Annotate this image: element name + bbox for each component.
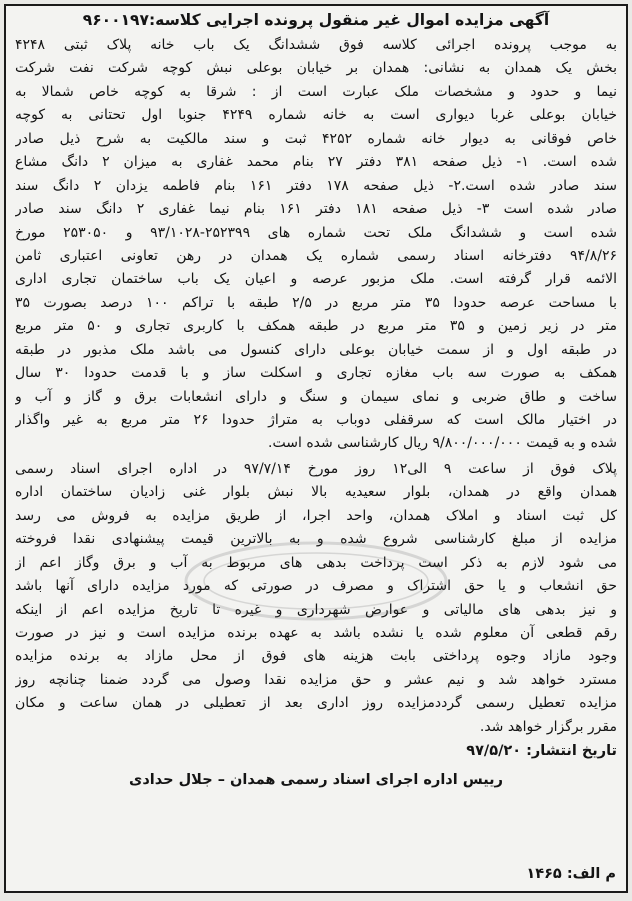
body-line: همکف به صورت سه باب مغازه تجاری و اسکلت ساز و با قدمت حدودا ۳۰ سال [15,365,617,382]
body-line: رقم قطعی آن معلوم شده یا نشده باشد به عهده برنده مزایده است و نیز در صورت [15,624,617,641]
body-line: همدان واقع در همدان، بلوار سعیدیه بالا نبش بلوار غنی زادیان ساختمان اداره [15,484,617,501]
notice-body-part-2 [15,458,617,739]
body-line: ۹۴/۸/۲۶ دفترخانه اسناد رسمی شماره یک همدان در رهن تعاونی اعتباری ثامن [15,247,617,264]
body-line: شده است. ۱- ذیل صفحه ۳۸۱ دفتر ۲۷ بنام محمد غفاری به میزان ۲ دانگ مشاع [15,154,617,171]
body-line: نیما و حدود و مشخصات ملک عبارت است از : شرقا به کوچه خاص شمالا به [15,83,617,100]
body-line: شده و به قیمت ۹/۸۰۰/۰۰۰/۰۰۰ ریال کارشناسی شده است. [268,435,617,452]
body-line: صادر شده است ۳- ذیل صفحه ۱۸۱ دفتر ۱۶۱ بنام نیما غفاری ۲ دانگ سند صادر [15,201,617,218]
body-line: ساخت و طاق ضربی و نمای سیمان و سنگ و دارای انشعابات برق و گاز و آب و [15,388,617,405]
body-line: مزایده تعطیل رسمی گرددمزایده روز اداری بعد از تعطیلی در همان ساعت و مکان [15,695,617,712]
signer: رییس اداره اجرای اسناد رسمی همدان – جلال حدادی [129,772,503,789]
notice-title: آگهی مزایده اموال غیر منقول پرونده اجرایی کلاسه:۹۶۰۰۱۹۷ [82,11,550,29]
body-line: کل ثبت اسناد و املاک همدان، واحد اجرا، از طریق مزایده به فروش می رسد [15,507,617,524]
body-line: خاص فوقانی به دیوار خانه شماره ۴۲۵۲ ثبت و سند مالکیت به شرح ذیل صادر [15,130,617,147]
body-line: مزایده از مبلغ کارشناسی شروع شده و به بالاترین قیمت پیشنهادی نقدا فروخته [15,531,617,548]
body-line: می شود لازم به ذکر است پرداخت بدهی های مربوط به آب و برق وگاز اعم از [15,554,617,571]
body-line: الائمه قرار گرفته است. ملک مزبور عرصه و اعیان یک باب ساختمان تجاری اداری [15,271,617,288]
body-line: مقرر برگزار خواهد شد. [479,718,617,735]
publish-date: تاریخ انتشار: ۹۷/۵/۲۰ [466,743,617,760]
body-line: خیابان بوعلی غربا دیواری است به خانه شماره ۴۲۴۹ جنوبا اول تحتانی به کوچه [15,107,617,124]
reference-code: م الف: ۱۴۶۵ [526,866,616,882]
body-line: در طبقه اول و از سمت خیابان بوعلی دارای کنسول می باشد ملک مذبور در طبقه [15,341,617,358]
notice-frame [4,4,628,893]
body-line: و نیز بدهی های مالیاتی و عوارض شهرداری و غیره تا تاریخ مزایده اعم از اینکه [15,601,617,618]
body-line: حق انشعاب و یا حق اشتراک و مصرف در صورتی که مورد مزایده دارای آنها باشد [15,578,617,595]
body-line: در اختیار مالک است که سرقفلی دوباب به متراژ حدودا ۲۶ متر مربع به غیر واگذار [15,412,617,428]
notice-body-part-1 [15,34,617,456]
body-line: پلاک فوق از ساعت ۹ الی۱۲ روز مورخ ۹۷/۷/۱۴ در اداره اجرای اسناد رسمی [15,460,617,477]
body-line: شده است و ششدانگ ملک تحت شماره های ۲۵۲۳۹۹-۹۳/۱۰۲۸ و ۲۵۳۰۵۰ مورخ [15,224,617,241]
body-line: با مساحت عرصه حدودا ۳۵ متر مربع در ۲/۵ طبقه با تراکم ۱۰۰ درصد بصورت ۳۵ [15,294,617,311]
body-line: مسترد خواهد شد و نیم عشر و حق مزایده نقدا وصول می گردد ضمنا چنانچه روز [15,671,617,688]
body-line: وجود مازاد وجوه پرداختی بابت هزینه های فوق از محل مازاد به برنده مزایده [15,648,617,665]
body-line: به موجب پرونده اجرائی کلاسه فوق ششدانگ یک باب خانه پلاک ثبتی ۴۲۴۸ [15,37,617,53]
body-line: متر در زیر زمین و ۳۵ متر مربع در طبقه همکف با کاربری تجاری و ۵۰ متر مربع [15,318,617,335]
body-line: بخش یک همدان به نشانی: همدان بر خیابان بوعلی نبش کوچه شرکت نفت شرکت [15,60,617,77]
body-line: سند صادر شده است.۲- ذیل صفحه ۱۷۸ دفتر ۱۶۱ بنام فاطمه یزدان ۲ دانگ سند [15,177,617,194]
